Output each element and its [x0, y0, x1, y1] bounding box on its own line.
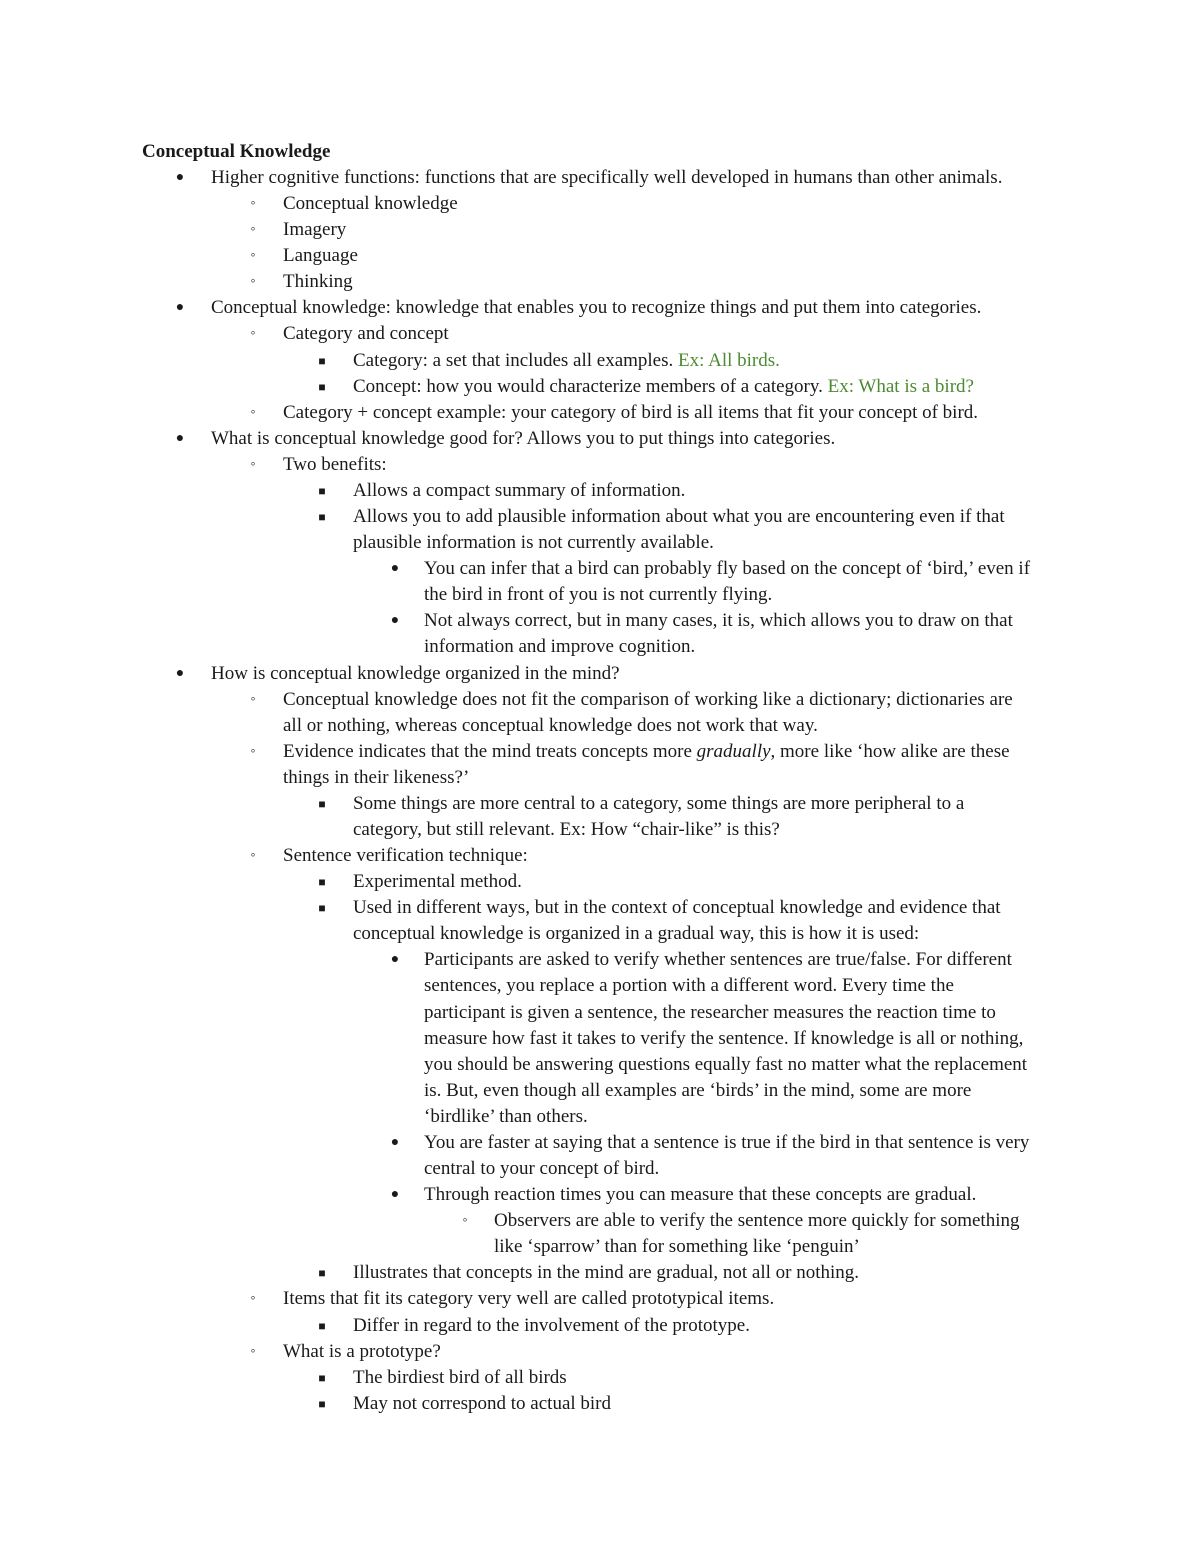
- square-bullet-icon: ■: [318, 1396, 326, 1411]
- example-highlight: Ex: All birds.: [678, 349, 780, 371]
- text-run: Participants are asked to verify whether sentences are true/false. For different: [424, 949, 1012, 971]
- list-item-text: [494, 1234, 860, 1260]
- list-item-text: [424, 608, 1013, 634]
- disc-bullet-icon: ●: [175, 665, 185, 681]
- list-item-text: [353, 530, 714, 556]
- text-run: Imagery: [283, 219, 347, 241]
- text-run: Sentence verification technique:: [283, 845, 528, 867]
- list-item-text: [494, 1208, 1019, 1234]
- square-bullet-icon: ■: [318, 483, 326, 498]
- text-run: Category and concept: [283, 323, 449, 345]
- disc-bullet-icon: ●: [175, 430, 185, 446]
- list-item-text: [283, 843, 528, 869]
- circle-bullet-icon: ◦: [250, 848, 256, 864]
- square-bullet-icon: ■: [318, 796, 326, 811]
- text-run: Thinking: [283, 271, 353, 293]
- circle-bullet-icon: ◦: [250, 456, 256, 472]
- disc-bullet-icon: ●: [390, 613, 400, 629]
- circle-bullet-icon: ◦: [250, 743, 256, 759]
- list-item-text: [283, 243, 358, 269]
- disc-bullet-icon: ●: [390, 1134, 400, 1150]
- text-run: May not correspond to actual bird: [353, 1392, 612, 1414]
- circle-bullet-icon: ◦: [250, 1291, 256, 1307]
- text-run: Allows a compact summary of information.: [353, 479, 686, 501]
- list-item-text: [353, 348, 780, 374]
- text-run: Conceptual knowledge: knowledge that enables you to recognize things and put them into categories.: [211, 297, 982, 319]
- disc-bullet-icon: ●: [175, 170, 185, 185]
- text-run: How is conceptual knowledge organized in the mind?: [211, 662, 620, 684]
- list-item-text: [353, 374, 974, 400]
- text-run: Allows you to add plausible information about what you are encountering even if that: [353, 506, 1005, 528]
- example-highlight: Ex: What is a bird?: [827, 375, 974, 397]
- list-item-text: [424, 582, 772, 608]
- list-item-text: [283, 269, 353, 295]
- circle-bullet-icon: ◦: [250, 1343, 256, 1359]
- circle-bullet-icon: ◦: [250, 248, 256, 264]
- disc-bullet-icon: ●: [390, 561, 400, 577]
- square-bullet-icon: ■: [318, 510, 326, 525]
- text-run: Some things are more central to a category, some things are more peripheral to a: [353, 792, 965, 814]
- list-item-text: [283, 687, 1013, 713]
- text-run: Language: [283, 245, 358, 267]
- disc-bullet-icon: ●: [175, 300, 185, 316]
- text-run: information and improve cognition.: [424, 636, 696, 658]
- list-item-text: [211, 295, 981, 321]
- list-item-text: [424, 1156, 659, 1182]
- text-run: Items that fit its category very well are called prototypical items.: [283, 1288, 775, 1310]
- text-run: ‘birdlike’ than others.: [424, 1105, 588, 1127]
- list-item-text: [424, 556, 1030, 582]
- text-run: Higher cognitive functions: functions that are specifically well developed in humans than other animals.: [211, 167, 1003, 188]
- disc-bullet-icon: ●: [390, 952, 400, 968]
- text-run: Two benefits:: [283, 453, 387, 475]
- circle-bullet-icon: ◦: [250, 404, 256, 420]
- text-run: Category + concept example: your category of bird is all items that fit your concept of bird.: [283, 401, 979, 423]
- text-run: Not always correct, but in many cases, it is, which allows you to draw on that: [424, 610, 1013, 632]
- list-item-text: [283, 1339, 441, 1365]
- list-item-text: [424, 973, 954, 999]
- circle-bullet-icon: ◦: [462, 1213, 468, 1229]
- text-run: Differ in regard to the involvement of the prototype.: [353, 1314, 750, 1336]
- text-run: sentences, you replace a portion with a different word. Every time the: [424, 975, 954, 997]
- text-run: Category: a set that includes all examples.: [353, 349, 679, 371]
- list-item-text: [353, 1260, 859, 1286]
- text-run: Used in different ways, but in the context of conceptual knowledge and evidence that: [353, 897, 1001, 919]
- list-item-text: [353, 921, 919, 947]
- list-item-text: [424, 947, 1012, 973]
- text-run: plausible information is not currently available.: [353, 532, 714, 554]
- list-item-text: [283, 321, 449, 347]
- square-bullet-icon: ■: [318, 875, 326, 890]
- text-run: What is conceptual knowledge good for? Allows you to put things into categories.: [211, 427, 836, 449]
- text-run: Conceptual knowledge does not fit the comparison of working like a dictionary; dictionaries are: [283, 688, 1013, 710]
- text-run: all or nothing, whereas conceptual knowledge does not work that way.: [283, 714, 818, 736]
- list-item-text: [424, 1078, 971, 1104]
- text-run: category, but still relevant. Ex: How “chair-like” is this?: [353, 819, 780, 840]
- text-run: things in their likeness?’: [283, 766, 470, 788]
- circle-bullet-icon: ◦: [250, 274, 256, 290]
- text-run: Experimental method.: [353, 871, 522, 893]
- square-bullet-icon: ■: [318, 1266, 326, 1281]
- document-title: Conceptual Knowledge: [142, 141, 331, 162]
- list-item-text: [424, 1000, 996, 1026]
- list-item-text: [283, 191, 458, 217]
- list-item-text: [283, 400, 978, 426]
- text-run: Through reaction times you can measure that these concepts are gradual.: [424, 1184, 977, 1206]
- list-item-text: [211, 165, 1002, 191]
- text-run: Observers are able to verify the sentence more quickly for something: [494, 1210, 1020, 1232]
- list-item-text: [283, 1286, 774, 1312]
- list-item-text: [353, 1365, 567, 1391]
- list-item-text: [283, 713, 818, 739]
- text-run: Conceptual knowledge: [283, 193, 458, 215]
- list-item-text: [353, 478, 685, 504]
- text-run: Evidence indicates that the mind treats concepts more: [283, 740, 697, 762]
- list-item-text: [353, 1391, 611, 1417]
- text-run: Illustrates that concepts in the mind are gradual, not all or nothing.: [353, 1262, 860, 1284]
- circle-bullet-icon: ◦: [250, 326, 256, 342]
- list-item-text: [353, 1313, 750, 1339]
- text-run: You are faster at saying that a sentence is true if the bird in that sentence is very: [424, 1131, 1030, 1153]
- square-bullet-icon: ■: [318, 353, 326, 368]
- text-run: , more like ‘how alike are these: [770, 740, 1010, 762]
- text-run: conceptual knowledge is organized in a gradual way, this is how it is used:: [353, 923, 920, 945]
- disc-bullet-icon: ●: [390, 1187, 400, 1203]
- list-item-text: [353, 869, 522, 895]
- text-run: central to your concept of bird.: [424, 1158, 660, 1180]
- list-item-text: [211, 661, 620, 687]
- text-run: is. But, even though all examples are ‘birds’ in the mind, some are more: [424, 1079, 972, 1101]
- square-bullet-icon: ■: [318, 379, 326, 394]
- list-item-text: [424, 1130, 1029, 1156]
- list-item-text: [283, 452, 387, 478]
- text-run: The birdiest bird of all birds: [353, 1366, 567, 1388]
- circle-bullet-icon: ◦: [250, 691, 256, 707]
- text-run: Concept: how you would characterize members of a category.: [353, 375, 828, 397]
- text-run: the bird in front of you is not currently flying.: [424, 584, 773, 606]
- list-item-text: [283, 217, 346, 243]
- list-item-text: [424, 1104, 588, 1130]
- emphasis-text: gradually: [696, 740, 771, 762]
- list-item-text: [353, 504, 1005, 530]
- list-item-text: [424, 1026, 1023, 1052]
- list-item-text: [353, 817, 780, 843]
- list-item-text: [424, 1052, 1027, 1078]
- list-item-text: [283, 739, 1010, 765]
- list-item-text: [283, 765, 469, 791]
- circle-bullet-icon: ◦: [250, 222, 256, 238]
- square-bullet-icon: ■: [318, 1318, 326, 1333]
- square-bullet-icon: ■: [318, 1370, 326, 1385]
- square-bullet-icon: ■: [318, 901, 326, 916]
- list-item-text: [353, 895, 1001, 921]
- list-item-text: [211, 426, 835, 452]
- list-item-text: [424, 1182, 976, 1208]
- circle-bullet-icon: ◦: [250, 196, 256, 212]
- list-item-text: [353, 791, 964, 817]
- text-run: you should be answering questions equally fast no matter what the replacement: [424, 1053, 1028, 1075]
- text-run: participant is given a sentence, the researcher measures the reaction time to: [424, 1001, 996, 1023]
- text-run: like ‘sparrow’ than for something like ‘penguin’: [494, 1236, 860, 1258]
- text-run: What is a prototype?: [283, 1340, 441, 1362]
- list-item-text: [424, 634, 695, 660]
- text-run: measure how fast it takes to verify the sentence. If knowledge is all or nothing,: [424, 1027, 1024, 1049]
- text-run: You can infer that a bird can probably fly based on the concept of ‘bird,’ even if: [424, 558, 1031, 580]
